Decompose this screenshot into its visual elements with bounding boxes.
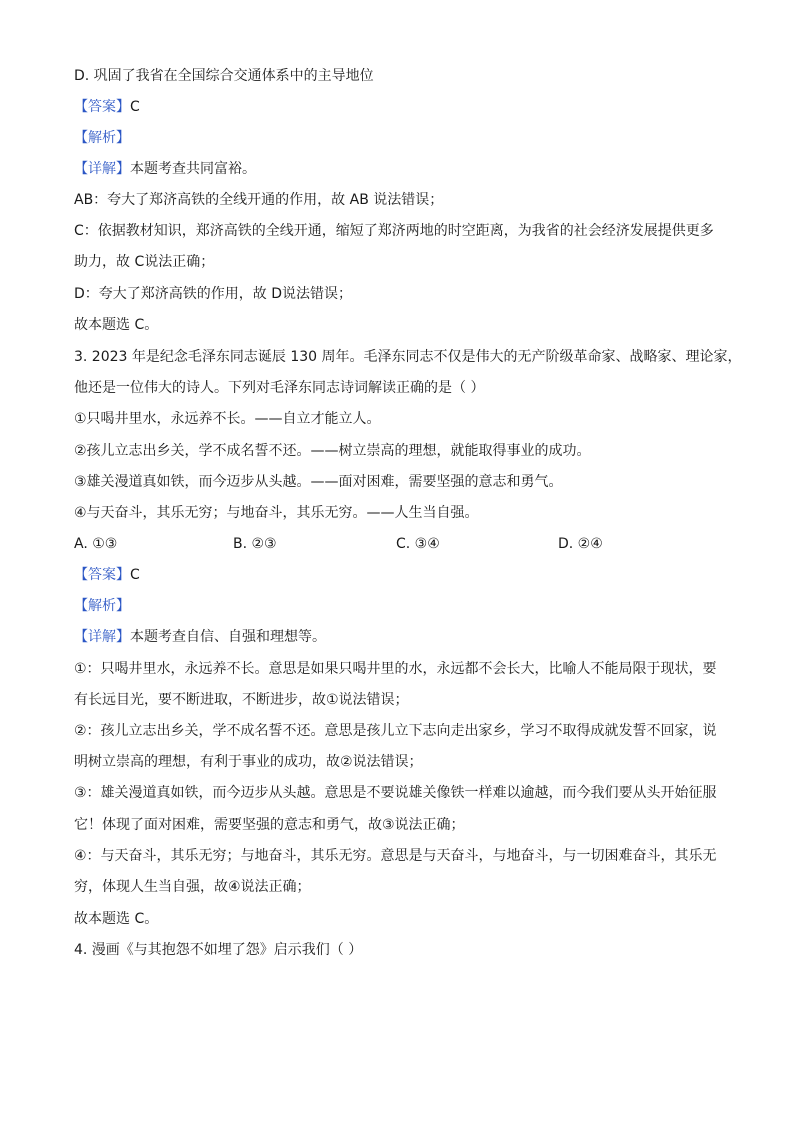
q2-conclusion: 故本题选 C。 xyxy=(74,317,159,333)
q3-analysis-tag: 【解析】 xyxy=(74,598,130,614)
q2-analysis-line: AB：夸大了郑济高铁的全线开通的作用，故 AB 说法错误； xyxy=(74,192,444,208)
q3-stem-line: 3. 2023 年是纪念毛泽东同志诞辰 130 周年。毛泽东同志不仅是伟大的无产阶级革命家、战略家、理论家， xyxy=(74,349,742,365)
q3-item: ①只喝井里水，永远养不长。——自立才能立人。 xyxy=(74,411,381,427)
q4-stem: 4. 漫画《与其抱怨不如埋了怨》启示我们（ ） xyxy=(74,942,363,958)
q3-analysis-line: ②：孩儿立志出乡关，学不成名誓不还。意思是孩儿立下志向走出家乡，学习不取得成就发誓不回家，说 xyxy=(74,723,717,739)
answer-tag: 【答案】 xyxy=(74,567,130,583)
q3-item: ②孩儿立志出乡关，学不成名誓不还。——树立崇高的理想，就能取得事业的成功。 xyxy=(74,443,591,459)
detail-tag: 【详解】 xyxy=(74,629,130,645)
detail-text: 本题考查自信、自强和理想等。 xyxy=(130,629,326,645)
detail-text: 本题考查共同富裕。 xyxy=(130,161,256,177)
q3-item: ④与天奋斗，其乐无穷；与地奋斗，其乐无穷。——人生当自强。 xyxy=(74,505,479,521)
q3-analysis-line: ③：雄关漫道真如铁，而今迈步从头越。意思是不要说雄关像铁一样难以逾越，而今我们要从头开始征服 xyxy=(74,785,717,801)
answer-value: C xyxy=(130,99,140,115)
answer-value: C xyxy=(130,567,140,583)
q3-analysis-line: 有长远目光，要不断进取，不断进步，故①说法错误； xyxy=(74,692,409,708)
answer-tag: 【答案】 xyxy=(74,99,130,115)
q3-item: ③雄关漫道真如铁，而今迈步从头越。——面对困难，需要坚强的意志和勇气。 xyxy=(74,474,563,490)
q3-analysis-line: 明树立崇高的理想，有利于事业的成功，故②说法错误； xyxy=(74,754,423,770)
detail-tag: 【详解】 xyxy=(74,161,130,177)
q2-detail xyxy=(74,159,256,179)
q3-analysis-line: 穷，体现人生当自强，故④说法正确； xyxy=(74,879,311,895)
q2-option-d: D. 巩固了我省在全国综合交通体系中的主导地位 xyxy=(74,68,374,84)
q3-analysis-line: ④：与天奋斗，其乐无穷；与地奋斗，其乐无穷。意思是与天奋斗，与地奋斗，与一切困难奋斗，其乐无 xyxy=(74,848,717,864)
q2-analysis-tag: 【解析】 xyxy=(74,130,130,146)
q2-answer xyxy=(74,97,140,117)
q2-analysis-line: C：依据教材知识，郑济高铁的全线开通，缩短了郑济两地的时空距离，为我省的社会经济发展提供更多 xyxy=(74,223,714,239)
q3-option-d: D. ②④ xyxy=(558,536,603,552)
q3-analysis-line: 它！体现了面对困难，需要坚强的意志和勇气，故③说法正确； xyxy=(74,817,465,833)
q3-detail xyxy=(74,627,326,647)
q2-analysis-line: D：夸大了郑济高铁的作用，故 D说法错误； xyxy=(74,286,353,302)
q3-stem-line: 他还是一位伟大的诗人。下列对毛泽东同志诗词解读正确的是（ ） xyxy=(74,380,485,396)
q3-analysis-line: ①：只喝井里水，永远养不长。意思是如果只喝井里的水，永远都不会长大，比喻人不能局限于现状，要 xyxy=(74,661,717,677)
q2-analysis-line: 助力，故 C说法正确； xyxy=(74,254,215,270)
q3-option-c: C. ③④ xyxy=(396,536,440,552)
q3-option-b: B. ②③ xyxy=(233,536,277,552)
q3-option-a: A. ①③ xyxy=(74,536,118,552)
q3-answer xyxy=(74,565,140,585)
q3-conclusion: 故本题选 C。 xyxy=(74,911,159,927)
